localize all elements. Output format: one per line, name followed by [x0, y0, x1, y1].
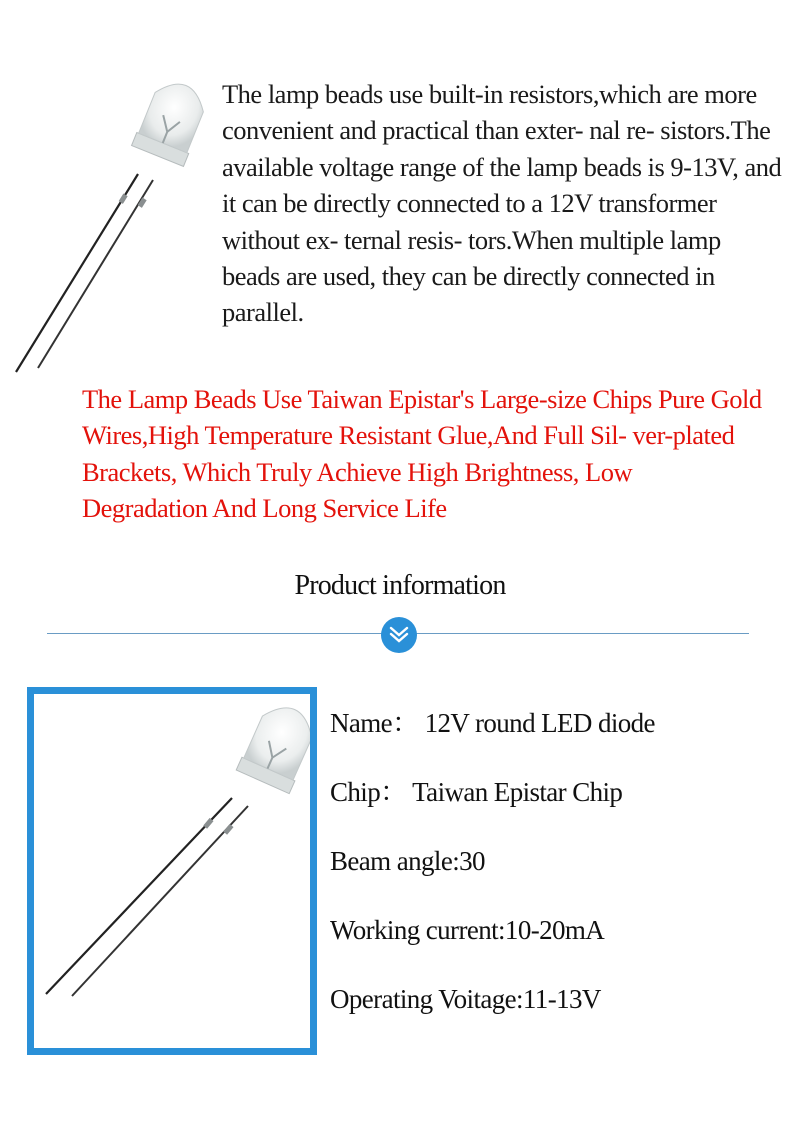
led-diode-image	[34, 694, 310, 1048]
section-title: Product information	[294, 570, 506, 601]
features-paragraph: The Lamp Beads Use Taiwan Epistar's Large-size Chips Pure Gold Wires,High Temperature Resistant Glue,And Full Sil- ver-plated Brackets, Which Truly Achieve High Brightness, Low Degradation And Long Service Life	[82, 384, 762, 524]
spec-working-current: Working current:10-20mA	[330, 915, 605, 945]
spec-chip: Chip： Taiwan Epistar Chip	[330, 777, 623, 807]
product-spec-list	[330, 702, 790, 1047]
product-image-frame	[27, 687, 317, 1055]
spec-beam-angle: Beam angle:30	[330, 846, 485, 876]
spec-operating-voltage: Operating Voitage:11-13V	[330, 984, 601, 1014]
double-chevron-down-icon	[380, 616, 418, 654]
spec-name: Name： 12V round LED diode	[330, 708, 655, 738]
intro-paragraph: The lamp beads use built-in resistors,which are more convenient and practical than exter- nal re- sistors.The available voltage range of the lamp beads is 9-13V, and it can be directly connected to a 12V transformer without ex- ternal resis- tors.When multiple lamp beads are used, they can be directly connected in parallel.	[222, 79, 782, 328]
led-diode-image-top	[0, 70, 215, 380]
